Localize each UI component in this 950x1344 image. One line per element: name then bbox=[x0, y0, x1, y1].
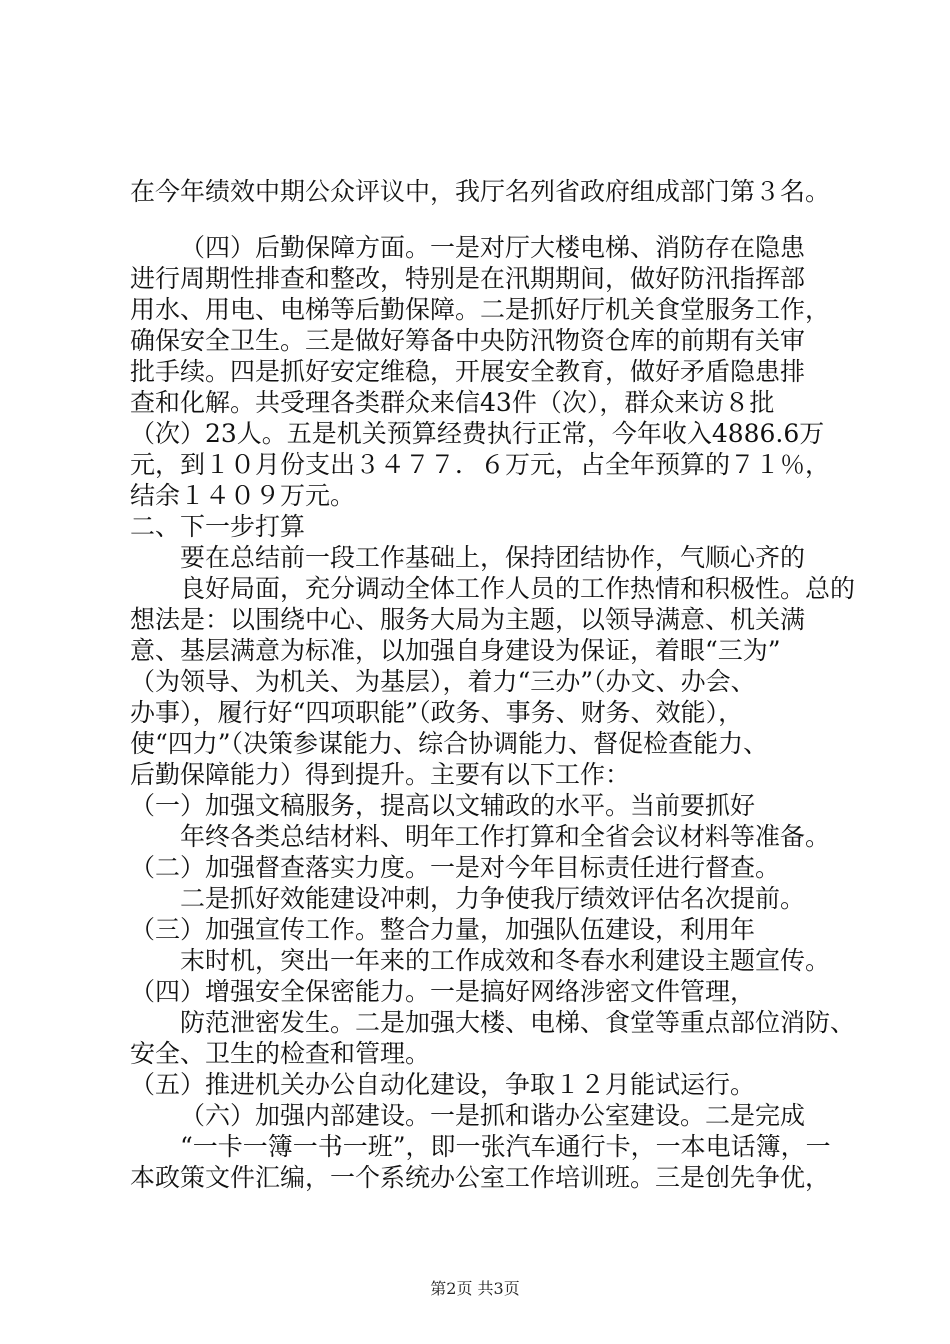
paragraph-line: （为领导、为机关、为基层），着力“三办”（办文、办会、 bbox=[130, 667, 756, 696]
paragraph-line: 进行周期性排查和整改，特别是在汛期期间，做好防汛指挥部 bbox=[130, 264, 806, 293]
paragraph-line: 防范泄密发生。二是加强大楼、电梯、食堂等重点部位消防、 bbox=[180, 1008, 856, 1037]
paragraph-line: “一卡一簿一书一班”，即一张汽车通行卡，一本电话簿，一 bbox=[180, 1132, 831, 1161]
paragraph-line: 查和化解。共受理各类群众来信43件（次），群众来访８批 bbox=[130, 388, 775, 417]
body-text-block bbox=[130, 232, 856, 1224]
paragraph-line: 办事），履行好“四项职能”（政务、事务、财务、效能）， bbox=[130, 698, 744, 727]
paragraph-line: （三）加强宣传工作。整合力量，加强队伍建设，利用年 bbox=[130, 915, 756, 944]
paragraph-line: 年终各类总结材料、明年工作打算和全省会议材料等准备。 bbox=[180, 822, 831, 851]
paragraph-line: 确保安全卫生。三是做好筹备中央防汛物资仓库的前期有关审 bbox=[130, 326, 806, 355]
paragraph-line: 二是抓好效能建设冲刺，力争使我厅绩效评估名次提前。 bbox=[180, 884, 806, 913]
paragraph-line: 结余１４０９万元。 bbox=[130, 481, 356, 510]
page-footer: 第2页 共3页 bbox=[430, 1279, 520, 1298]
paragraph-line: （六）加强内部建设。一是抓和谐办公室建设。二是完成 bbox=[180, 1101, 806, 1130]
section-heading: 要在总结前一段工作基础上，保持团结协作，气顺心齐的 bbox=[180, 543, 806, 572]
paragraph-line: 在今年绩效中期公众评议中，我厅名列省政府组成部门第３名。 bbox=[130, 177, 831, 206]
paragraph-line: 意、基层满意为标准，以加强自身建设为保证，着眼“三为” bbox=[130, 636, 781, 665]
paragraph-line: 本政策文件汇编，一个系统办公室工作培训班。三是创先争优， bbox=[130, 1163, 831, 1192]
paragraph-line: （二）加强督查落实力度。一是对今年目标责任进行督查。 bbox=[130, 853, 781, 882]
paragraph-line: 末时机，突出一年来的工作成效和冬春水利建设主题宣传。 bbox=[180, 946, 831, 975]
paragraph-line: （次）23人。五是机关预算经费执行正常，今年收入4886.6万 bbox=[130, 419, 825, 448]
paragraph-line: （四）增强安全保密能力。一是搞好网络涉密文件管理， bbox=[130, 977, 756, 1006]
paragraph-line: 想法是：以围绕中心、服务大局为主题，以领导满意、机关满 bbox=[130, 605, 806, 634]
paragraph-line: 用水、用电、电梯等后勤保障。二是抓好厅机关食堂服务工作， bbox=[130, 295, 831, 324]
paragraph-line: （一）加强文稿服务，提高以文辅政的水平。当前要抓好 bbox=[130, 791, 756, 820]
paragraph-line: 使“四力”（决策参谋能力、综合协调能力、督促检查能力、 bbox=[130, 729, 769, 758]
paragraph-line: 元，到１０月份支出３４７７．６万元，占全年预算的７１％， bbox=[130, 450, 831, 479]
paragraph-line: （五）推进机关办公自动化建设，争取１２月能试运行。 bbox=[130, 1070, 756, 1099]
paragraph-line: （四）后勤保障方面。一是对厅大楼电梯、消防存在隐患 bbox=[180, 233, 806, 262]
paragraph-line bbox=[130, 1193, 830, 1224]
paragraph-line: 安全、卫生的检查和管理。 bbox=[130, 1039, 431, 1068]
paragraph-line: 良好局面，充分调动全体工作人员的工作热情和积极性。总的 bbox=[180, 574, 856, 603]
paragraph-line: 二、下一步打算 bbox=[130, 512, 306, 541]
paragraph-line: 批手续。四是抓好安定维稳，开展安全教育，做好矛盾隐患排 bbox=[130, 357, 806, 386]
paragraph-line: 后勤保障能力）得到提升。主要有以下工作： bbox=[130, 760, 631, 789]
